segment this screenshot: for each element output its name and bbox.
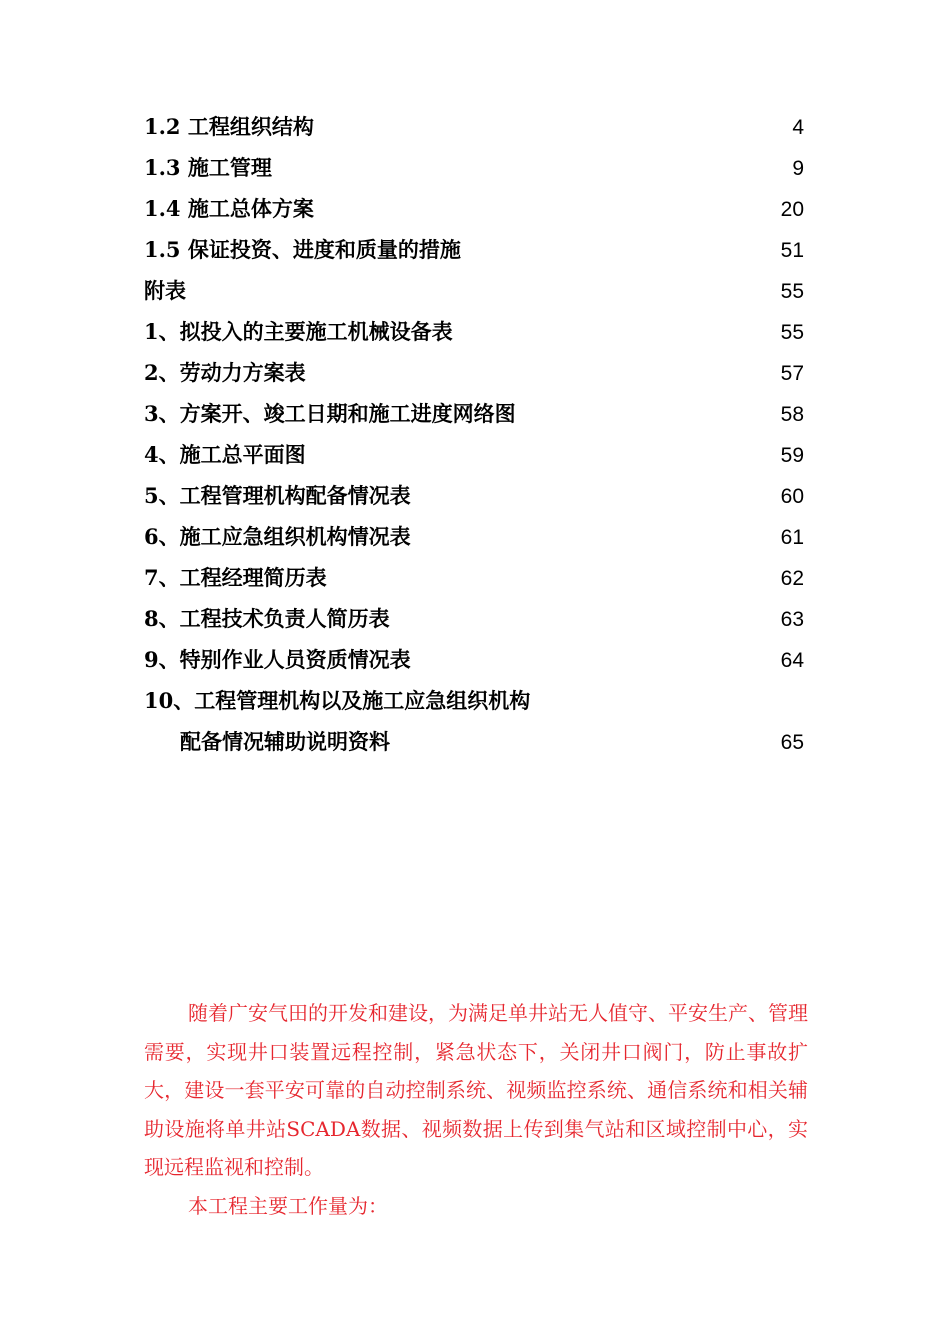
toc-entry[interactable] [144, 521, 804, 562]
toc-entry-page: 62 [780, 567, 804, 590]
toc-entry[interactable] [144, 480, 804, 521]
toc-entry[interactable] [144, 275, 804, 316]
toc-entry-page: 57 [780, 362, 804, 385]
toc-entry-label: 1.3 施工管理 [144, 155, 272, 180]
toc-entry[interactable] [144, 316, 804, 357]
toc-entry-label: 6、施工应急组织机构情况表 [144, 524, 411, 549]
table-of-contents [144, 111, 804, 767]
toc-entry-page: 61 [780, 526, 804, 549]
toc-entry-page: 4 [792, 116, 804, 139]
toc-entry-page: 65 [780, 731, 804, 754]
toc-entry-label: 1.4 施工总体方案 [144, 196, 314, 221]
toc-entry-page: 51 [780, 239, 804, 262]
toc-entry[interactable] [144, 562, 804, 603]
toc-entry-label: 2、劳动力方案表 [144, 360, 306, 385]
toc-entry[interactable] [144, 193, 804, 234]
toc-entry-page: 20 [780, 198, 804, 221]
toc-entry-page: 55 [780, 321, 804, 344]
toc-entry-label: 1、拟投入的主要施工机械设备表 [144, 319, 453, 344]
body-paragraph: 随着广安气田的开发和建设，为满足单井站无人值守、平安生产、管理需要，实现井口装置远程控制，紧急状态下，关闭井口阀门，防止事故扩大，建设一套平安可靠的自动控制系统、视频监控系统、通信系统和相关辅助设施将单井站SCADA数据、视频数据上传到集气站和区域控制中心，实现远程监视和控制。 [144, 1001, 808, 1179]
toc-entry[interactable] [144, 357, 804, 398]
toc-entry-label: 5、工程管理机构配备情况表 [144, 483, 411, 508]
toc-entry-label: 8、工程技术负责人简历表 [144, 606, 390, 631]
toc-entry-page: 59 [780, 444, 804, 467]
toc-entry-label: 7、工程经理简历表 [144, 565, 327, 590]
toc-entry-page: 55 [780, 280, 804, 303]
toc-entry-label: 配备情况辅助说明资料 [180, 729, 390, 754]
toc-entry-label: 3、方案开、竣工日期和施工进度网络图 [144, 401, 516, 426]
toc-entry[interactable] [144, 603, 804, 644]
toc-entry[interactable] [144, 439, 804, 480]
toc-entry[interactable] [144, 111, 804, 152]
toc-entry-label: 10、工程管理机构以及施工应急组织机构 [144, 688, 531, 713]
toc-entry-label: 附表 [144, 278, 186, 303]
toc-entry-label: 9、特别作业人员资质情况表 [144, 647, 411, 672]
toc-entry[interactable] [144, 726, 804, 767]
toc-entry-label: 1.5 保证投资、进度和质量的措施 [144, 237, 461, 262]
toc-entry-label: 1.2 工程组织结构 [144, 114, 314, 139]
toc-entry[interactable] [144, 152, 804, 193]
toc-entry-label: 4、施工总平面图 [144, 442, 306, 467]
toc-entry[interactable] [144, 234, 804, 275]
toc-entry-page: 64 [780, 649, 804, 672]
toc-entry-page: 9 [792, 157, 804, 180]
toc-entry-page: 58 [780, 403, 804, 426]
body-paragraph: 本工程主要工作量为： [188, 1194, 388, 1218]
toc-entry[interactable] [144, 685, 804, 726]
toc-entry-page: 60 [780, 485, 804, 508]
toc-entry[interactable] [144, 644, 804, 685]
toc-entry-page: 63 [780, 608, 804, 631]
toc-entry[interactable] [144, 398, 804, 439]
